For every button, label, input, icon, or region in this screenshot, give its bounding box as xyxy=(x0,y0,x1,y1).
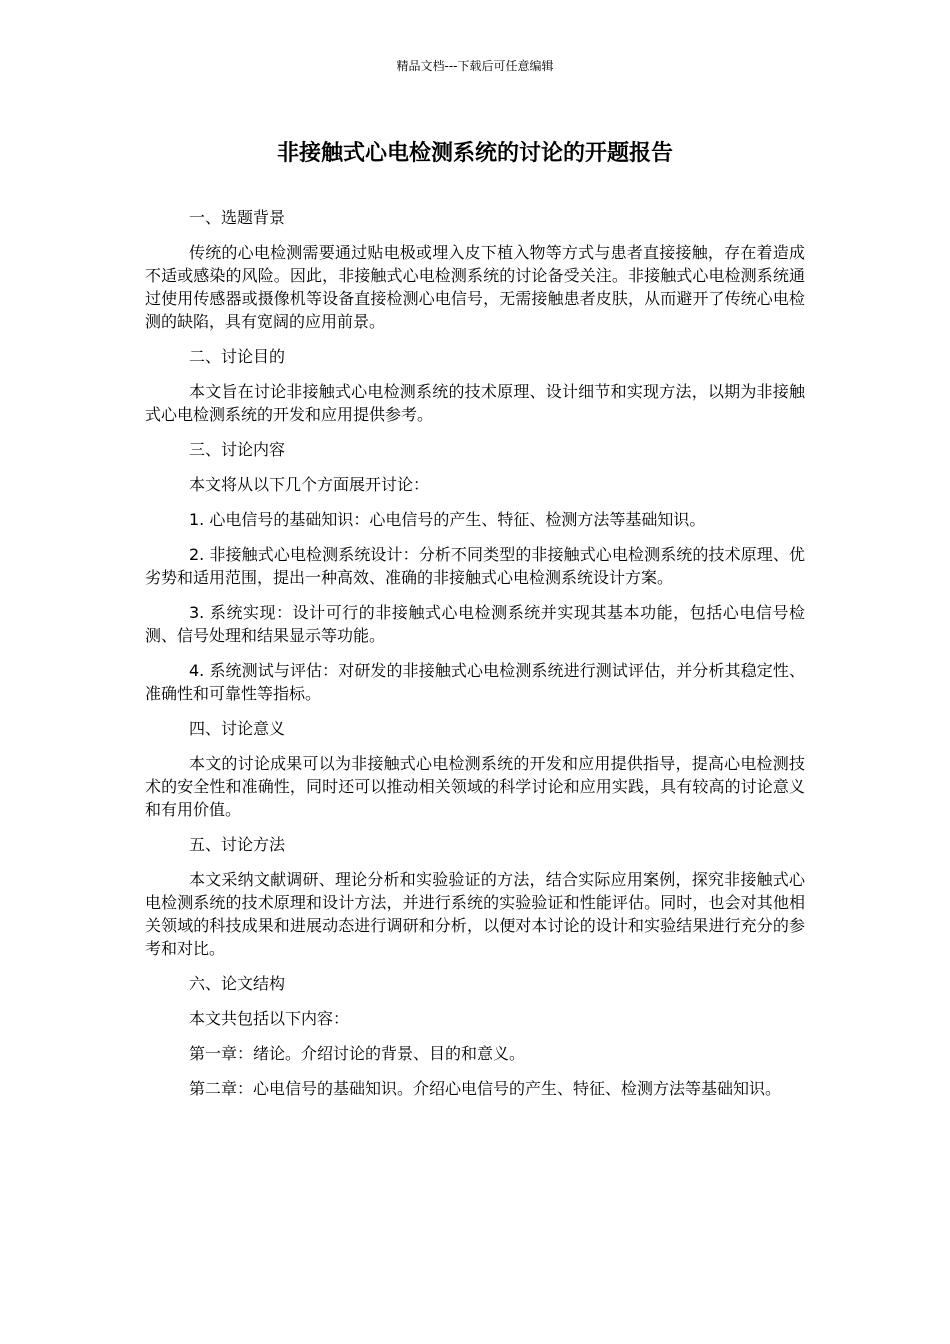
paragraph-significance: 本文的讨论成果可以为非接触式心电检测系统的开发和应用提供指导，提高心电检测技术的安全性和准确性，同时还可以推动相关领域的科学讨论和应用实践，具有较高的讨论意义和有用价值。 xyxy=(145,754,805,819)
paragraph-purpose: 本文旨在讨论非接触式心电检测系统的技术原理、设计细节和实现方法，以期为非接触式心电检测系统的开发和应用提供参考。 xyxy=(145,382,805,424)
document-title: 非接触式心电检测系统的讨论的开题报告 xyxy=(276,141,673,166)
section-heading-significance: 四、讨论意义 xyxy=(189,719,286,738)
section-heading-content: 三、讨论内容 xyxy=(189,440,286,459)
list-item-3: 3. 系统实现：设计可行的非接触式心电检测系统并实现其基本功能，包括心电信号检测、信号处理和结果显示等功能。 xyxy=(145,603,805,645)
paragraph-structure-intro: 本文共包括以下内容： xyxy=(189,1009,350,1028)
paragraph-background: 传统的心电检测需要通过贴电极或埋入皮下植入物等方式与患者直接接触，存在着造成不适或感染的风险。因此，非接触式心电检测系统的讨论备受关注。非接触式心电检测系统通过使用传感器或摄像机等设备直接检测心电信号，无需接触患者皮肤，从而避开了传统心电检测的缺陷，具有宽阔的应用前景。 xyxy=(145,243,805,331)
paragraph-method: 本文采纳文献调研、理论分析和实验验证的方法，结合实际应用案例，探究非接触式心电检测系统的技术原理和设计方法，并进行系统的实验验证和性能评估。同时，也会对其他相关领域的科技成果和进展动态进行调研和分析，以便对本讨论的设计和实验结果进行充分的参考和对比。 xyxy=(145,870,805,958)
page-header-note: 精品文档---下载后可任意编辑 xyxy=(396,59,554,73)
chapter-1: 第一章：绪论。介绍讨论的背景、目的和意义。 xyxy=(189,1044,526,1063)
list-item-1: 1. 心电信号的基础知识：心电信号的产生、特征、检测方法等基础知识。 xyxy=(189,510,706,529)
chapter-2: 第二章：心电信号的基础知识。介绍心电信号的产生、特征、检测方法等基础知识。 xyxy=(189,1079,782,1098)
section-heading-method: 五、讨论方法 xyxy=(189,835,286,854)
document-body xyxy=(145,206,805,1112)
paragraph-content-intro: 本文将从以下几个方面展开讨论： xyxy=(189,475,430,494)
list-item-2: 2. 非接触式心电检测系统设计：分析不同类型的非接触式心电检测系统的技术原理、优劣势和适用范围，提出一种高效、准确的非接触式心电检测系统设计方案。 xyxy=(145,545,805,587)
list-item-4: 4. 系统测试与评估：对研发的非接触式心电检测系统进行测试评估，并分析其稳定性、准确性和可靠性等指标。 xyxy=(145,661,805,703)
section-heading-structure: 六、论文结构 xyxy=(189,974,286,993)
section-heading-purpose: 二、讨论目的 xyxy=(189,347,286,366)
section-heading-background: 一、选题背景 xyxy=(189,208,286,227)
